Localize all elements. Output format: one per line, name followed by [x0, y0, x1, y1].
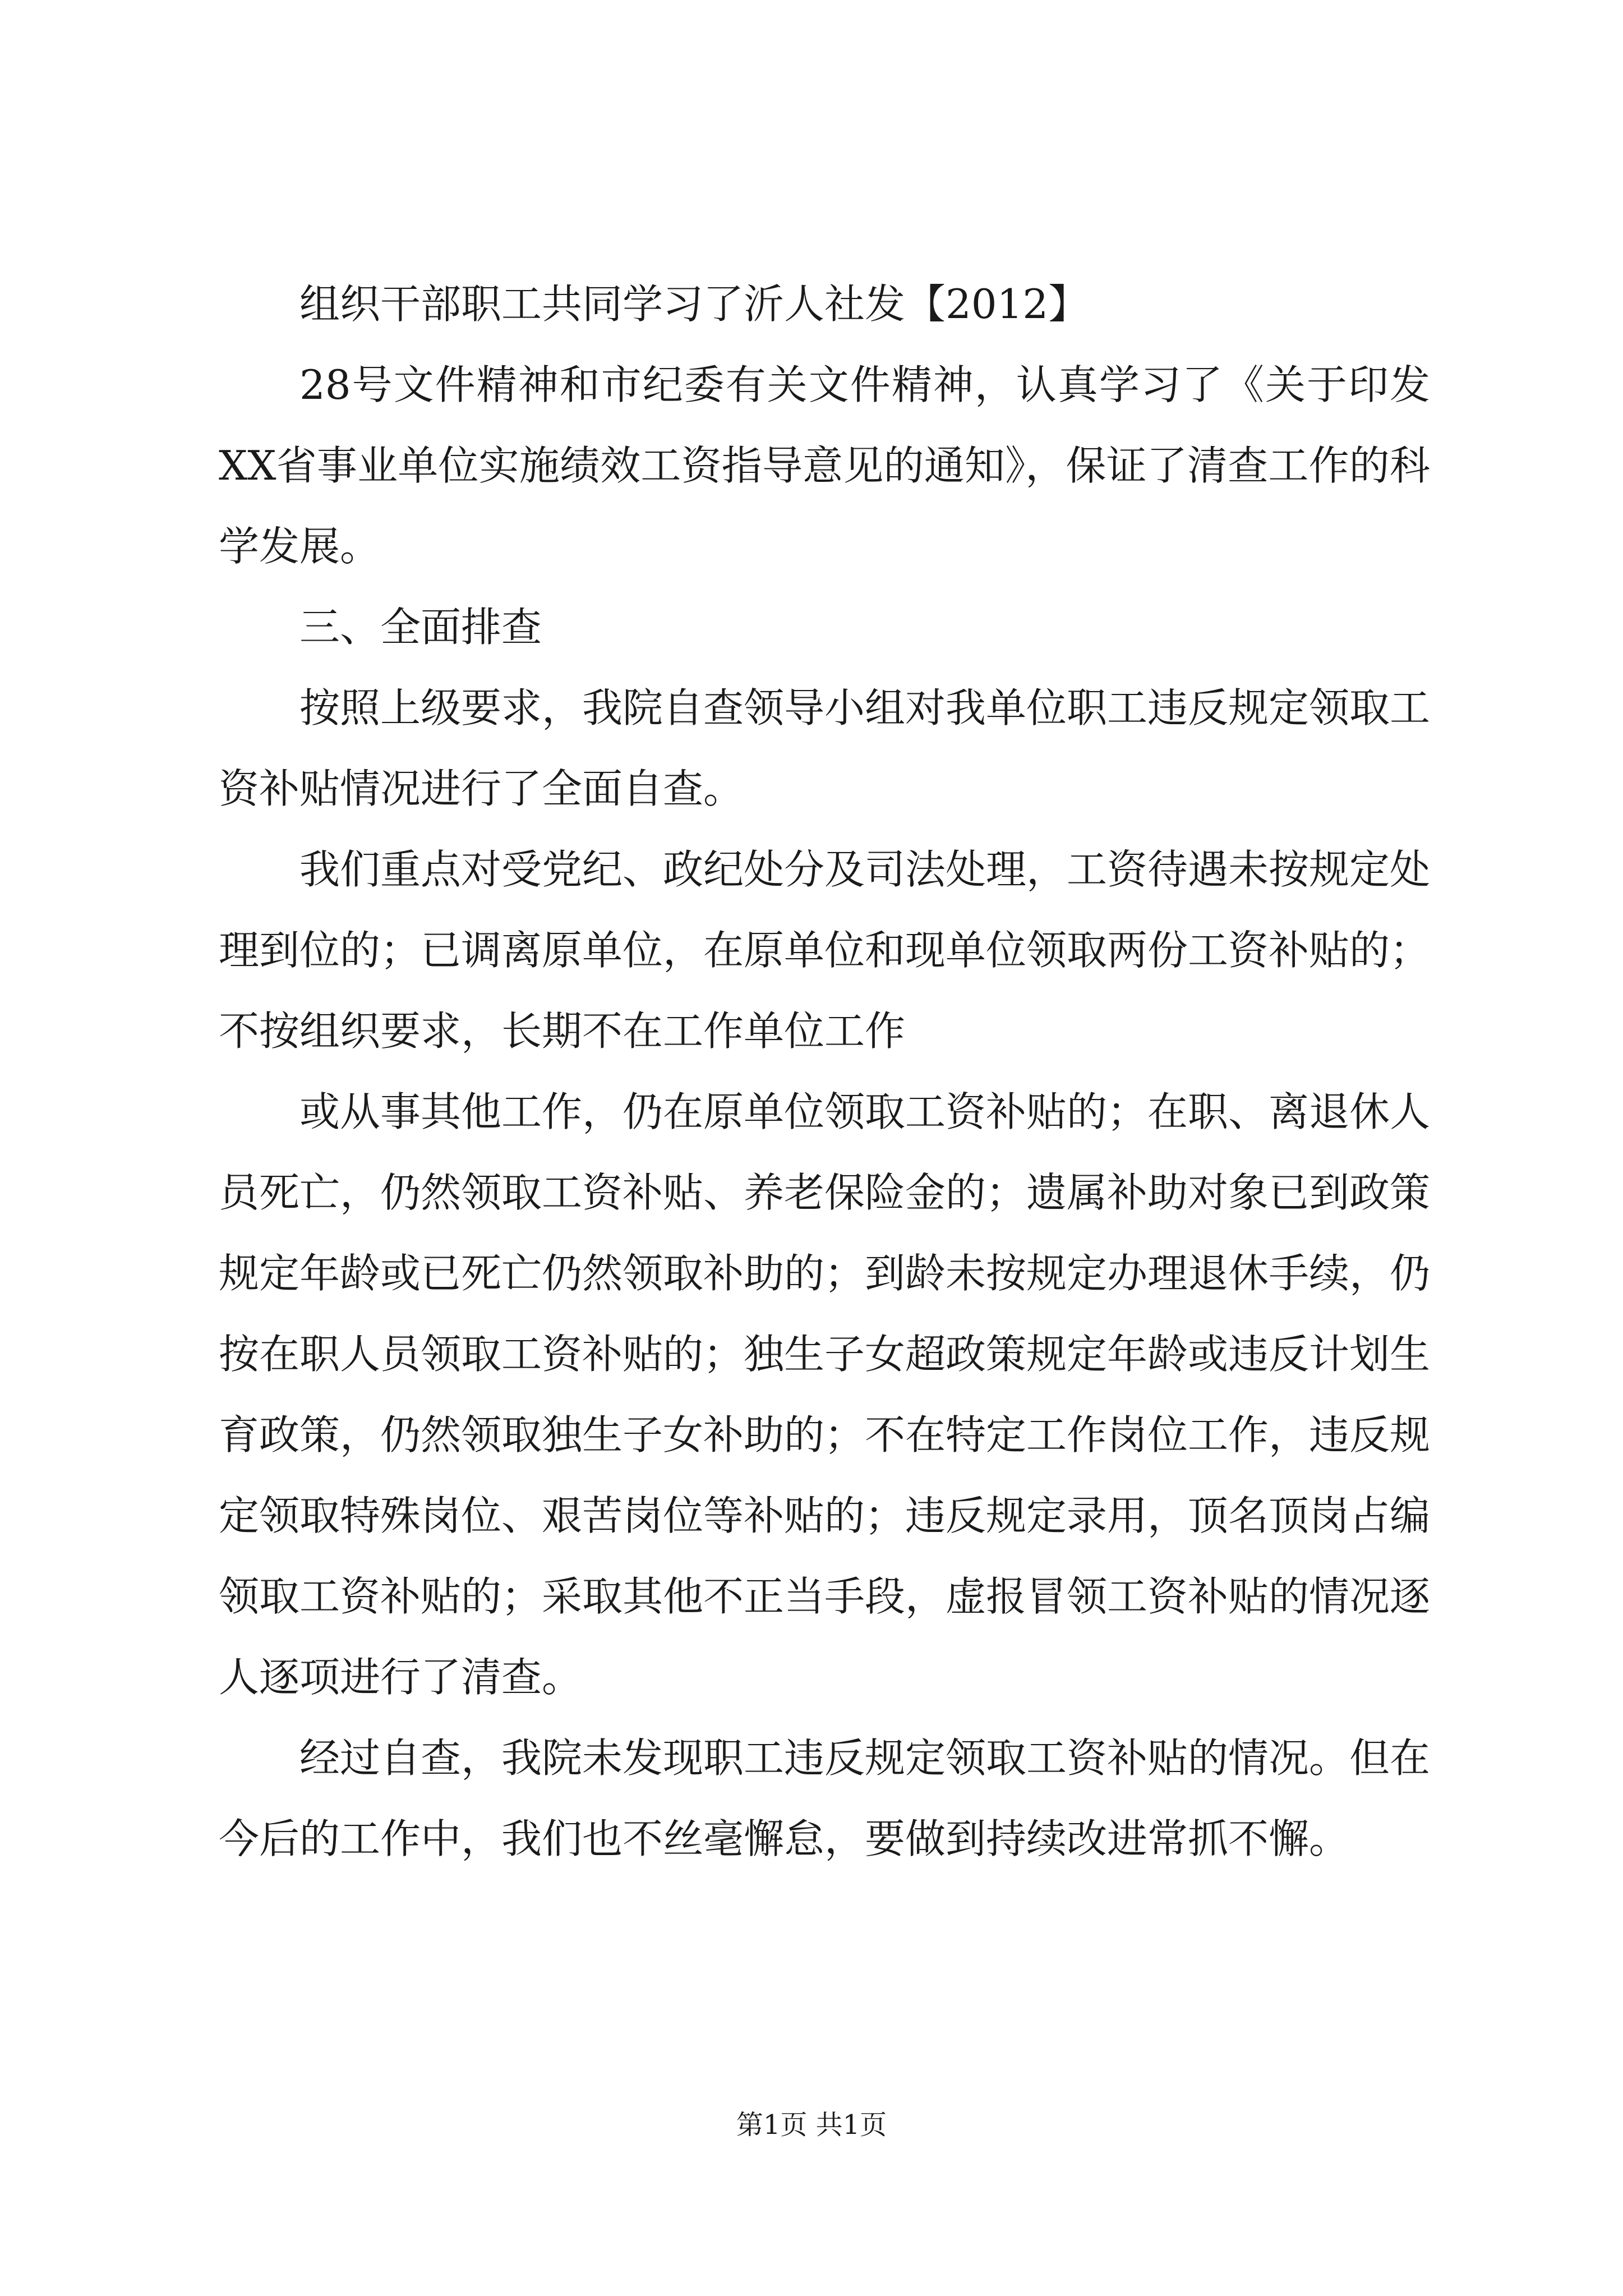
page-footer: 第1页 共1页: [736, 2109, 887, 2141]
paragraph-conclusion: 经过自查，我院未发现职工违反规定领取工资补贴的情况。但在今后的工作中，我们也不丝毫懈怠，要做到持续改进常抓不懈。: [219, 1734, 1431, 1862]
paragraph-study-intro: 组织干部职工共同学习了沂人社发【2012】: [299, 280, 1089, 328]
document-body: [219, 264, 1430, 1879]
paragraph-document-spirit: 28号文件精神和市纪委有关文件精神，认真学习了《关于印发XX省事业单位实施绩效工资指导意见的通知》，保证了清查工作的科学发展。: [219, 361, 1430, 570]
paragraph-key-checks: 我们重点对受党纪、政纪处分及司法处理，工资待遇未按规定处理到位的；已调离原单位，在原单位和现单位领取两份工资补贴的；不按组织要求，长期不在工作单位工作: [219, 846, 1431, 1055]
paragraph-check-items: 或从事其他工作，仍在原单位领取工资补贴的；在职、离退休人员死亡，仍然领取工资补贴、养老保险金的；遗属补助对象已到政策规定年龄或已死亡仍然领取补助的；到龄未按规定办理退休手续，仍按在职人员领取工资补贴的；独生子女超政策规定年龄或违反计划生育政策，仍然领取独生子女补助的；不在特定工作岗位工作，违反规定领取特殊岗位、艰苦岗位等补贴的；违反规定录用，顶名顶岗占编领取工资补贴的；采取其他不正当手段，虚报冒领工资补贴的情况逐人逐项进行了清查。: [219, 1088, 1431, 1701]
section-heading-comprehensive-check: 三、全面排查: [299, 604, 542, 651]
paragraph-self-inspection: 按照上级要求，我院自查领导小组对我单位职工违反规定领取工资补贴情况进行了全面自查。: [219, 684, 1431, 812]
